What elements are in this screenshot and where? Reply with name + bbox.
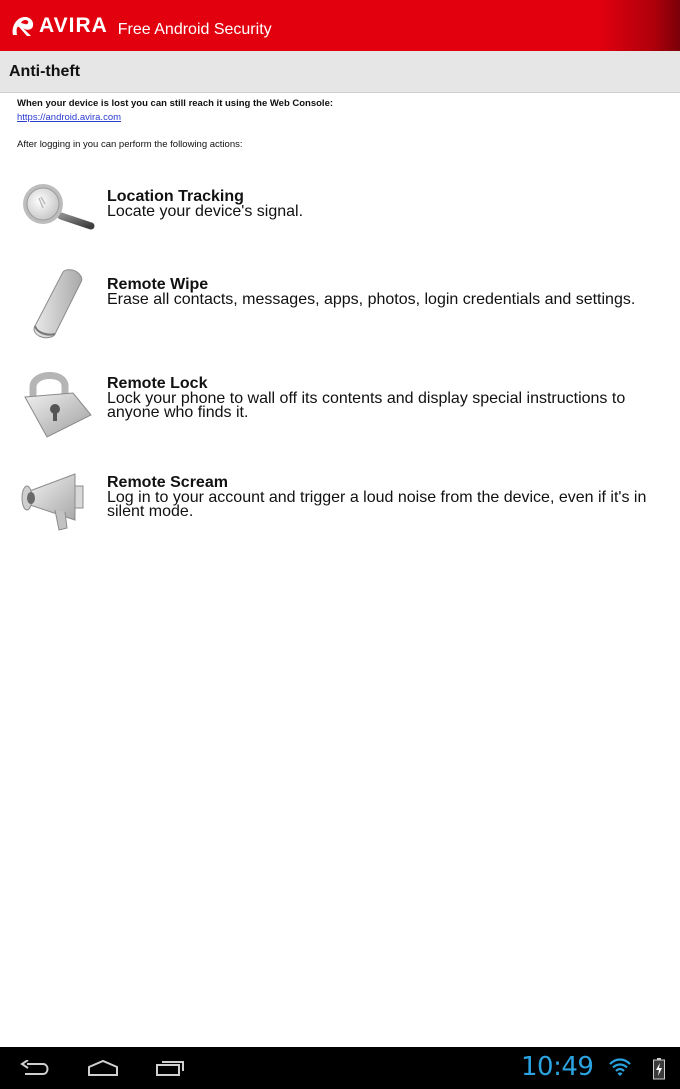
system-nav-bar (0, 1047, 680, 1089)
intro-text: When your device is lost you can still reach it using the Web Console: (17, 98, 334, 109)
megaphone-icon (17, 466, 99, 544)
app-header (0, 0, 680, 51)
feature-description: Log in to your account and trigger a loud noise from the device, even if it's in silent mode. (107, 488, 647, 520)
feature-title: Remote Wipe (107, 276, 209, 293)
magnifier-icon (17, 180, 99, 258)
feature-remote-lock (17, 367, 667, 447)
feature-title: Remote Scream (107, 474, 228, 491)
feature-remote-scream (17, 466, 667, 546)
back-icon[interactable] (19, 1060, 51, 1078)
web-console-link[interactable]: https://android.avira.com (17, 112, 122, 123)
recent-apps-icon[interactable] (155, 1059, 187, 1077)
feature-text (107, 278, 635, 307)
battery-charging-icon (653, 1058, 665, 1080)
after-login-text: After logging in you can perform the following actions: (17, 139, 243, 150)
eraser-icon (17, 268, 99, 346)
feature-text (107, 190, 303, 219)
feature-description: Lock your phone to wall off its contents and display special instructions to anyone who finds it. (107, 389, 626, 421)
feature-title: Location Tracking (107, 188, 244, 205)
page-title: Anti-theft (9, 62, 81, 80)
feature-description: Locate your device's signal. (107, 202, 304, 220)
avira-logo (10, 14, 108, 38)
home-icon[interactable] (86, 1059, 120, 1077)
feature-title: Remote Lock (107, 375, 208, 392)
app-subtitle: Free Android Security (117, 20, 272, 38)
padlock-icon (17, 367, 99, 445)
feature-location-tracking (17, 180, 667, 260)
feature-text (107, 476, 667, 520)
brand-name: AVIRA (39, 13, 108, 37)
avira-umbrella-logo-icon (10, 14, 36, 38)
content (17, 97, 667, 152)
status-clock: 10:49 (521, 1052, 594, 1082)
wifi-icon (608, 1058, 632, 1078)
feature-remote-wipe (17, 268, 667, 348)
title-bar (0, 51, 680, 93)
feature-description: Erase all contacts, messages, apps, photos, login credentials and settings. (107, 290, 636, 308)
feature-text (107, 377, 667, 421)
